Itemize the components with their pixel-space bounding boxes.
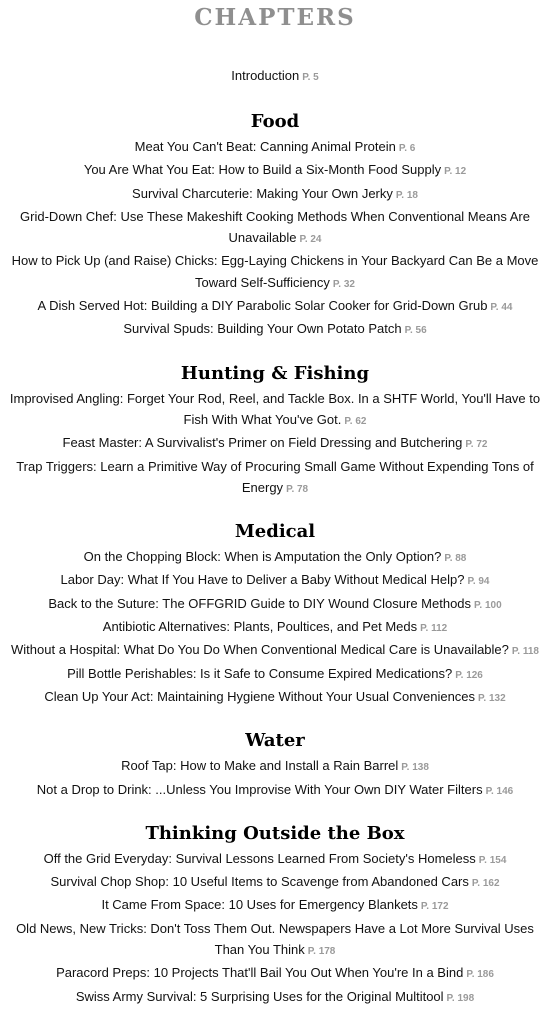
entry-title: A Dish Served Hot: Building a DIY Parabolic Solar Cooker for Grid-Down Grub [37,298,488,314]
list-item [0,206,550,251]
list-item [0,388,550,433]
entry-page-number: P. 186 [466,969,494,981]
list-item [0,663,550,686]
list-item [0,295,550,318]
entry-title: Paracord Preps: 10 Projects That'll Bail You Out When You're In a Bind [56,965,464,981]
list-item [0,755,550,778]
entry-page-number: P. 88 [444,553,467,565]
entry-title: Pill Bottle Perishables: Is it Safe to Consume Expired Medications? [67,665,453,681]
entry-page-number: P. 154 [478,854,507,866]
list-item [0,962,550,985]
list-item [0,432,550,455]
list-item [0,918,550,963]
list-item [0,986,550,1009]
list-item [0,848,550,871]
entry-title: It Came From Space: 10 Uses for Emergency Blankets [101,897,418,913]
intro-entry [0,66,550,88]
list-item [0,779,550,802]
list-item [0,136,550,159]
chapter-sections [0,110,550,1009]
list-item [0,250,550,295]
entry-title: Survival Chop Shop: 10 Useful Items to Scavenge from Abandoned Cars [50,874,469,890]
entry-page-number: P. 62 [344,415,367,427]
list-item [0,686,550,709]
section-heading: Food [250,111,300,132]
list-item [0,183,550,206]
list-item [0,546,550,569]
page-title: CHAPTERS [194,4,356,31]
entry-page-number: P. 56 [404,325,427,337]
entry-page-number: P. 6 [398,143,416,154]
entry-title: Meat You Can't Beat: Canning Animal Protein [134,139,396,154]
entry-title: Grid-Down Chef: Use These Makeshift Cooking Methods When Conventional Means Are Unavailable [20,208,530,246]
chapter-section [0,822,550,1009]
list-item [0,569,550,592]
list-item [0,159,550,182]
entry-page-number: P. 18 [395,189,418,201]
entry-page-number: P. 162 [471,878,500,890]
chapter-section [0,110,550,342]
entry-page-number: P. 24 [299,234,322,246]
list-item [0,616,550,639]
entry-title: Improvised Angling: Forget Your Rod, Reel, and Tackle Box. In a SHTF World, You'll Have to Fish With What You've Got. [9,390,541,427]
entry-page-number: P. 100 [474,599,502,611]
entry-title: Introduction [231,68,300,83]
entry-page-number: P. 32 [332,278,355,290]
chapter-section [0,520,550,709]
entry-page-number: P. 198 [446,992,475,1004]
chapter-section [0,729,550,802]
entry-title: Trap Triggers: Learn a Primitive Way of Procuring Small Game Without Expending Tons of Energy [16,458,534,495]
entry-page-number: P. 172 [420,901,449,913]
section-heading: Medical [234,521,316,543]
entry-title: Survival Spuds: Building Your Own Potato Patch [123,321,402,337]
entry-title: Feast Master: A Survivalist's Primer on Field Dressing and Butchering [62,435,463,451]
entry-title: Off the Grid Everyday: Survival Lessons Learned From Society's Homeless [43,850,476,866]
entry-page-number: P. 78 [286,483,309,495]
section-heading: Water [245,730,305,752]
list-item [0,318,550,341]
section-heading: Hunting & Fishing [180,362,370,384]
entry-title: Survival Charcuterie: Making Your Own Jerky [132,185,393,201]
entry-title: Labor Day: What If You Have to Deliver a Baby Without Medical Help? [60,572,465,588]
entry-page-number: P. 94 [467,576,490,588]
entry-title: Clean Up Your Act: Maintaining Hygiene Without Your Usual Conveniences [44,688,476,704]
entry-page-number: P. 138 [401,762,429,774]
entry-title: On the Chopping Block: When is Amputation the Only Option? [83,549,442,565]
entry-title: Not a Drop to Drink: ...Unless You Improvise With Your Own DIY Water Filters [36,781,483,797]
entry-page-number: P. 12 [444,166,467,178]
list-item [0,894,550,917]
list-item [0,871,550,894]
entry-page-number: P. 118 [511,646,539,658]
entry-page-number: P. 44 [490,302,513,314]
entry-page-number: P. 5 [302,72,319,83]
entry-title: Old News, New Tricks: Don't Toss Them Out. Newspapers Have a Lot More Survival Uses Than You Think [16,920,534,958]
list-item [0,639,550,662]
entry-page-number: P. 146 [485,785,514,797]
entry-title: Without a Hospital: What Do You Do When Conventional Medical Care is Unavailable? [11,642,509,658]
entry-page-number: P. 178 [307,946,336,958]
entry-page-number: P. 72 [465,439,488,451]
entry-title: Antibiotic Alternatives: Plants, Poultices, and Pet Meds [102,619,418,635]
list-item [0,456,550,501]
entry-title: Swiss Army Survival: 5 Surprising Uses for the Original Multitool [75,988,444,1004]
entry-page-number: P. 132 [478,692,506,704]
entry-title: Roof Tap: How to Make and Install a Rain Barrel [121,758,399,774]
entry-title: You Are What You Eat: How to Build a Six-Month Food Supply [83,162,442,178]
chapter-section [0,362,550,500]
section-heading: Thinking Outside the Box [145,822,405,844]
entry-title: How to Pick Up (and Raise) Chicks: Egg-Laying Chickens in Your Backyard Can Be a Move Toward Self-Sufficiency [11,253,539,290]
entry-page-number: P. 126 [455,669,483,681]
entry-title: Back to the Suture: The OFFGRID Guide to DIY Wound Closure Methods [48,595,472,611]
entry-page-number: P. 112 [420,623,448,635]
list-item [0,593,550,616]
